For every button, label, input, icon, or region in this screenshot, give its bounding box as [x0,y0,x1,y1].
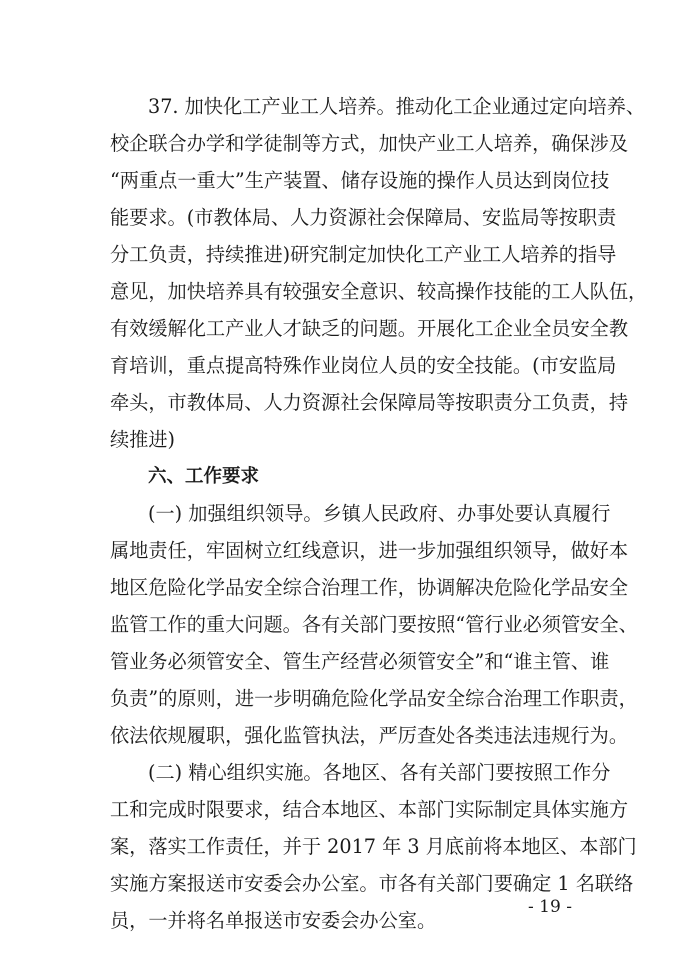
text-line: (一) 加强组织领导。乡镇人民政府、办事处要认真履行 [148,502,611,525]
text-line: 员，一并将名单报送市安委会办公室。 [110,909,437,932]
text-line: 能要求。(市教体局、人力资源社会保障局、安监局等按职责 [110,206,617,229]
text-line: 续推进) [110,428,176,451]
text-line: 校企联合办学和学徒制等方式，加快产业工人培养，确保涉及 [110,132,629,155]
text-line: 工和完成时限要求，结合本地区、本部门实际制定具体实施方 [110,798,629,821]
section-heading: 六、工作要求 [148,466,260,487]
text-line: 地区危险化学品安全综合治理工作，协调解决危险化学品安全 [110,576,629,599]
text-line: 牵头，市教体局、人力资源社会保障局等按职责分工负责，持 [110,391,629,414]
text-line: 属地责任，牢固树立红线意识，进一步加强组织领导，做好本 [110,539,629,562]
text-line: “两重点一重大”生产装置、储存设施的操作人员达到岗位技 [110,169,610,192]
text-line: 负责”的原则，进一步明确危险化学品安全综合治理工作职责， [110,687,638,710]
text-line: 意见，加快培养具有较强安全意识、较高操作技能的工人队伍， [110,280,648,303]
text-line: 管业务必须管安全、管生产经营必须管安全”和“谁主管、谁 [110,650,610,673]
text-line: 分工负责，持续推进)研究制定加快化工产业工人培养的指导 [110,243,617,266]
text-line: 依法依规履职，强化监管执法，严厉查处各类违法违规行为。 [110,724,629,747]
text-line: 实施方案报送市安委会办公室。市各有关部门要确定 1 名联络 [110,872,634,895]
text-line: 监管工作的重大问题。各有关部门要按照“管行业必须管安全、 [110,613,638,636]
text-line: (二) 精心组织实施。各地区、各有关部门要按照工作分 [148,761,611,784]
text-line: 37. 加快化工产业工人培养。推动化工企业通过定向培养、 [148,95,646,118]
text-line: 育培训，重点提高特殊作业岗位人员的安全技能。(市安监局 [110,354,617,377]
text-line: 案，落实工作责任，并于 2017 年 3 月底前将本地区、本部门 [110,835,637,858]
text-line: 有效缓解化工产业人才缺乏的问题。开展化工企业全员安全教 [110,317,629,340]
page-number: - 19 - [528,897,572,917]
